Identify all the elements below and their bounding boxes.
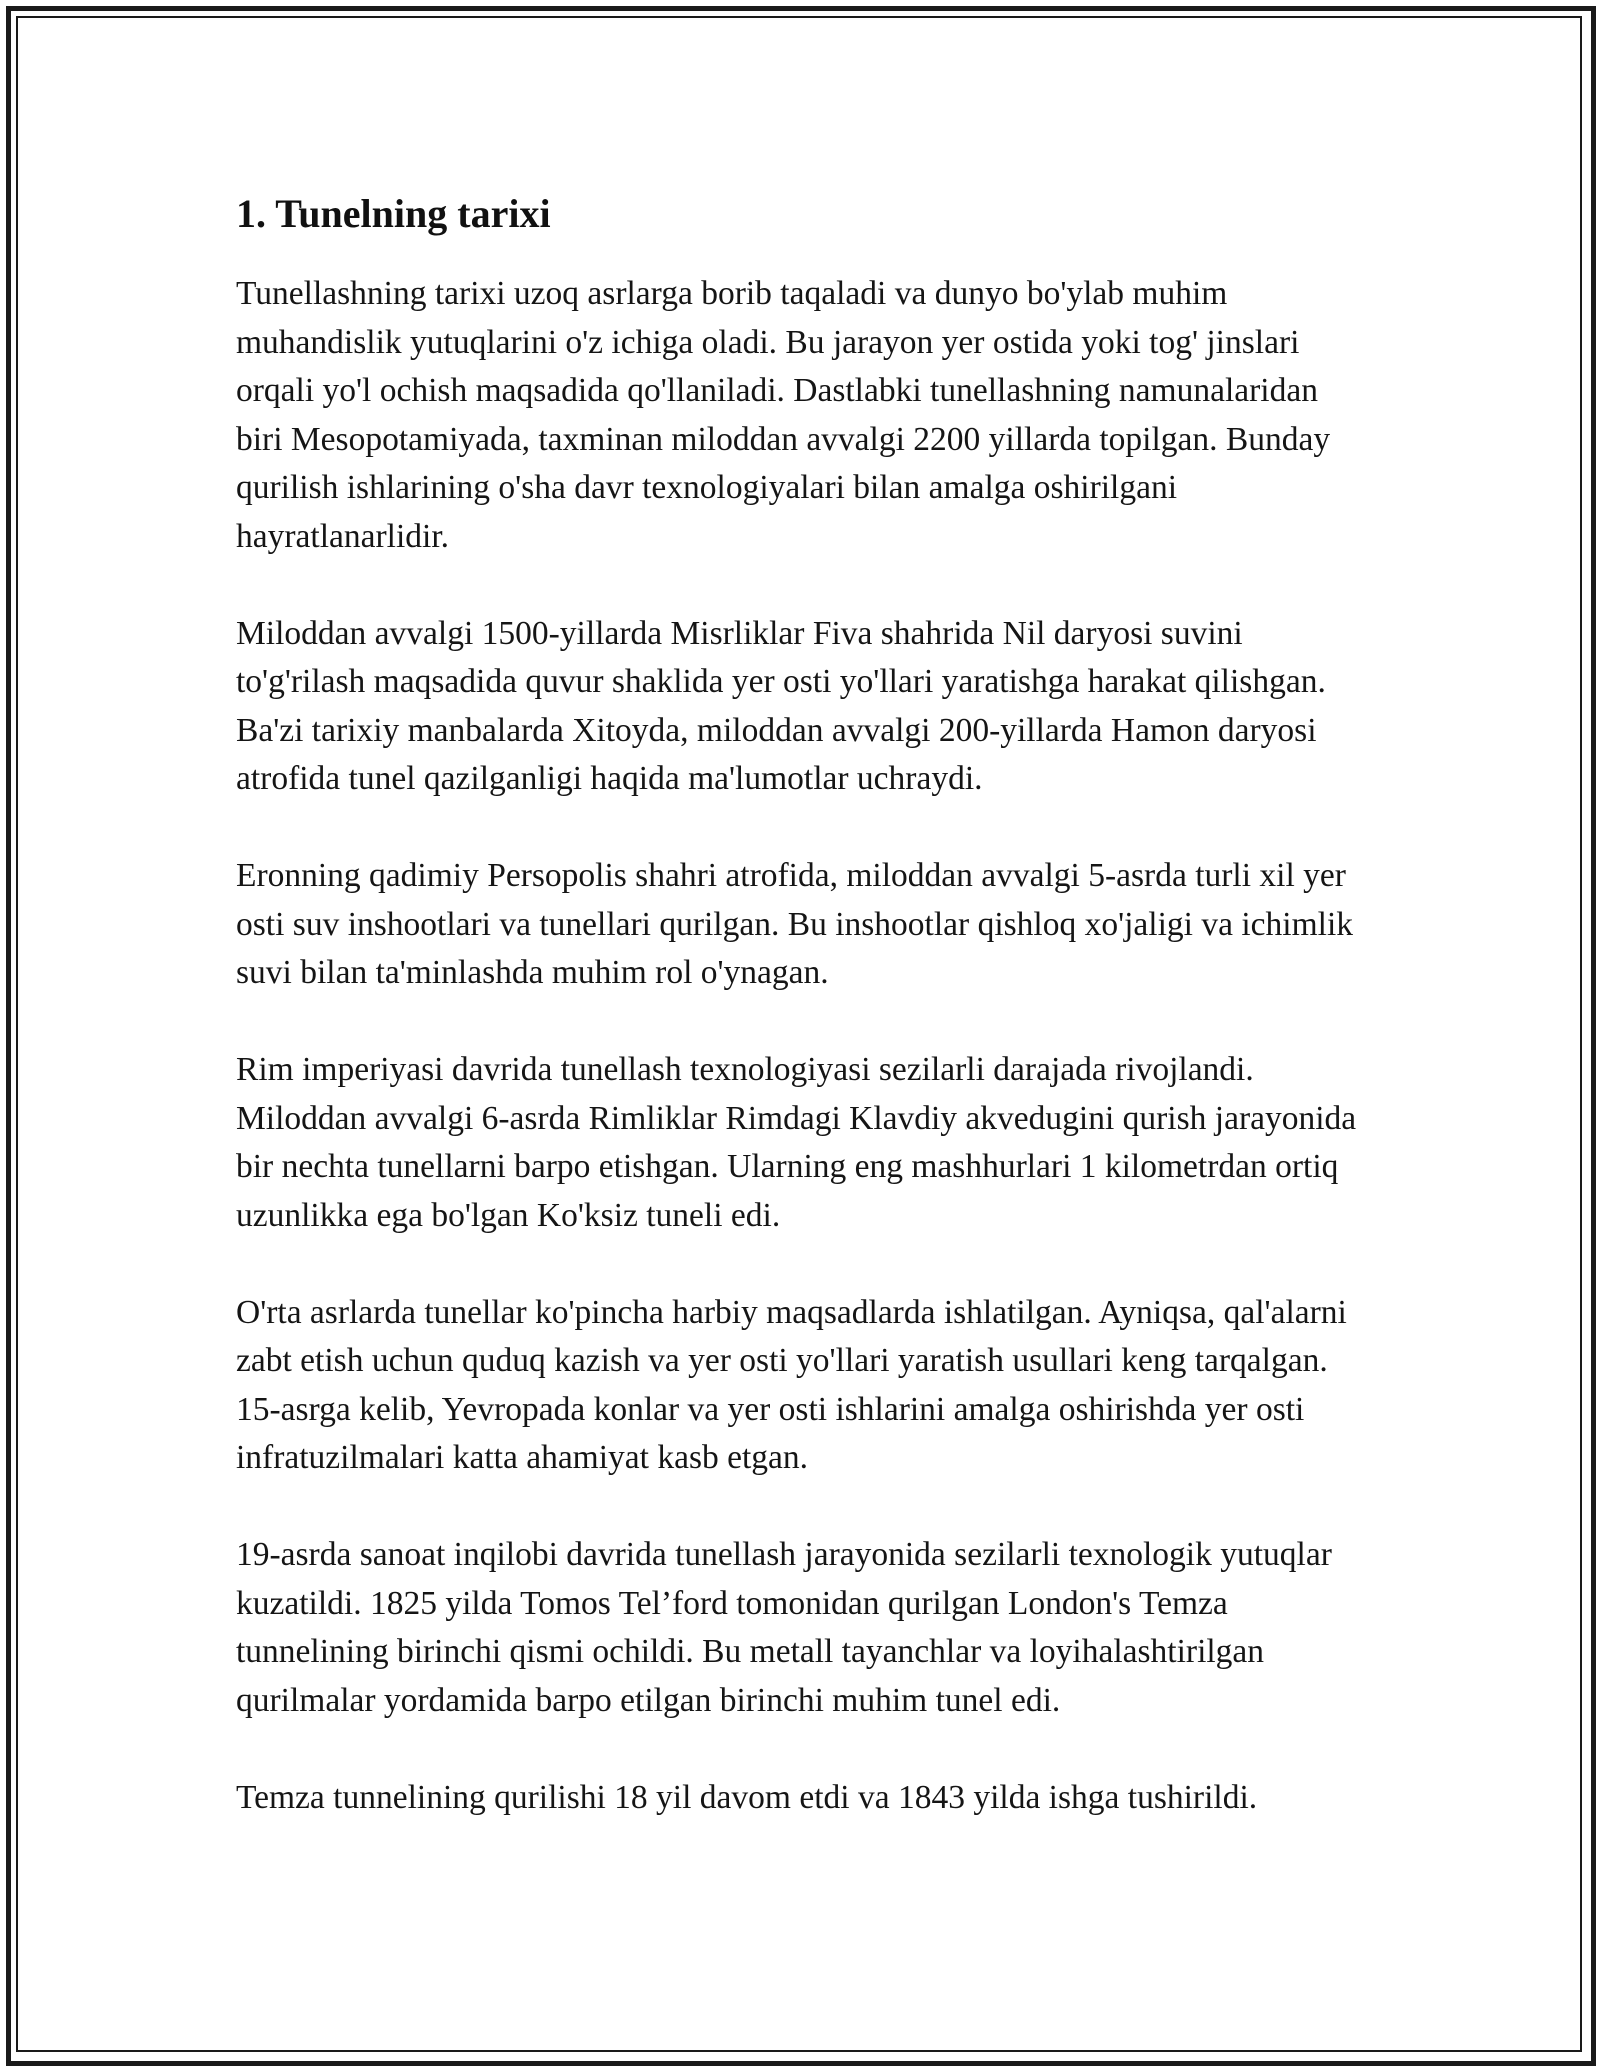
paragraph-thames-tunnel: Temza tunnelining qurilishi 18 yil davom etdi va 1843 yilda ishga tushirildi.	[236, 1778, 1258, 1816]
paragraph-egypt-china: Miloddan avvalgi 1500-yillarda Misrliklar Fiva shahrida Nil daryosi suvini to'g'rilash maqsadida quvur shaklida yer osti yo'llari yaratishga harakat qilishgan. Ba'zi tarixiy manbalarda Xitoyda, miloddan avvalgi 200-yillarda Hamon daryosi atrofida tunel qazilganligi haqida ma'lumotlar uchraydi.	[236, 614, 1326, 797]
document-body	[236, 188, 1366, 1822]
paragraph-middle-ages: O'rta asrlarda tunellar ko'pincha harbiy maqsadlarda ishlatilgan. Ayniqsa, qal'alarni zabt etish uchun quduq kazish va yer osti yo'llari yaratish usullari keng tarqalgan. 15-asrga kelib, Yevropada konlar va yer osti ishlarini amalga oshirishda yer osti infratuzilmalari katta ahamiyat kasb etgan.	[236, 1293, 1347, 1476]
paragraph-persepolis: Eronning qadimiy Persopolis shahri atrofida, miloddan avvalgi 5-asrda turli xil yer osti suv inshootlari va tunellari qurilgan. Bu inshootlar qishloq xo'jaligi va ichimlik suvi bilan ta'minlashda muhim rol o'ynagan.	[236, 857, 1353, 991]
paragraph-industrial-revolution: 19-asrda sanoat inqilobi davrida tunellash jarayonida sezilarli texnologik yutuqlar kuzatildi. 1825 yilda Tomos Tel’ford tomonidan qurilgan London's Temza tunnelining birinchi qismi ochildi. Bu metall tayanchlar va loyihalashtirilgan qurilmalar yordamida barpo etilgan birinchi muhim tunel edi.	[236, 1536, 1332, 1719]
paragraph-history-intro: Tunellashning tarixi uzoq asrlarga borib taqaladi va dunyo bo'ylab muhim muhandislik yutuqlarini o'z ichiga oladi. Bu jarayon yer ostida yoki tog' jinslari orqali yo'l ochish maqsadida qo'llaniladi. Dastlabki tunellashning namunalaridan biri Mesopotamiyada, taxminan miloddan avvalgi 2200 yillarda topilgan. Bunday qurilish ishlarining o'sha davr texnologiyalari bilan amalga oshirilgani hayratlanarlidir.	[236, 275, 1331, 555]
section-heading: 1. Tunelning tarixi	[236, 191, 551, 236]
paragraph-roman-empire: Rim imperiyasi davrida tunellash texnologiyasi sezilarli darajada rivojlandi. Miloddan avvalgi 6-asrda Rimliklar Rimdagi Klavdiy akvedugini qurish jarayonida bir nechta tunellarni barpo etishgan. Ularning eng mashhurlari 1 kilometrdan ortiq uzunlikka ega bo'lgan Ko'ksiz tuneli edi.	[236, 1051, 1357, 1234]
